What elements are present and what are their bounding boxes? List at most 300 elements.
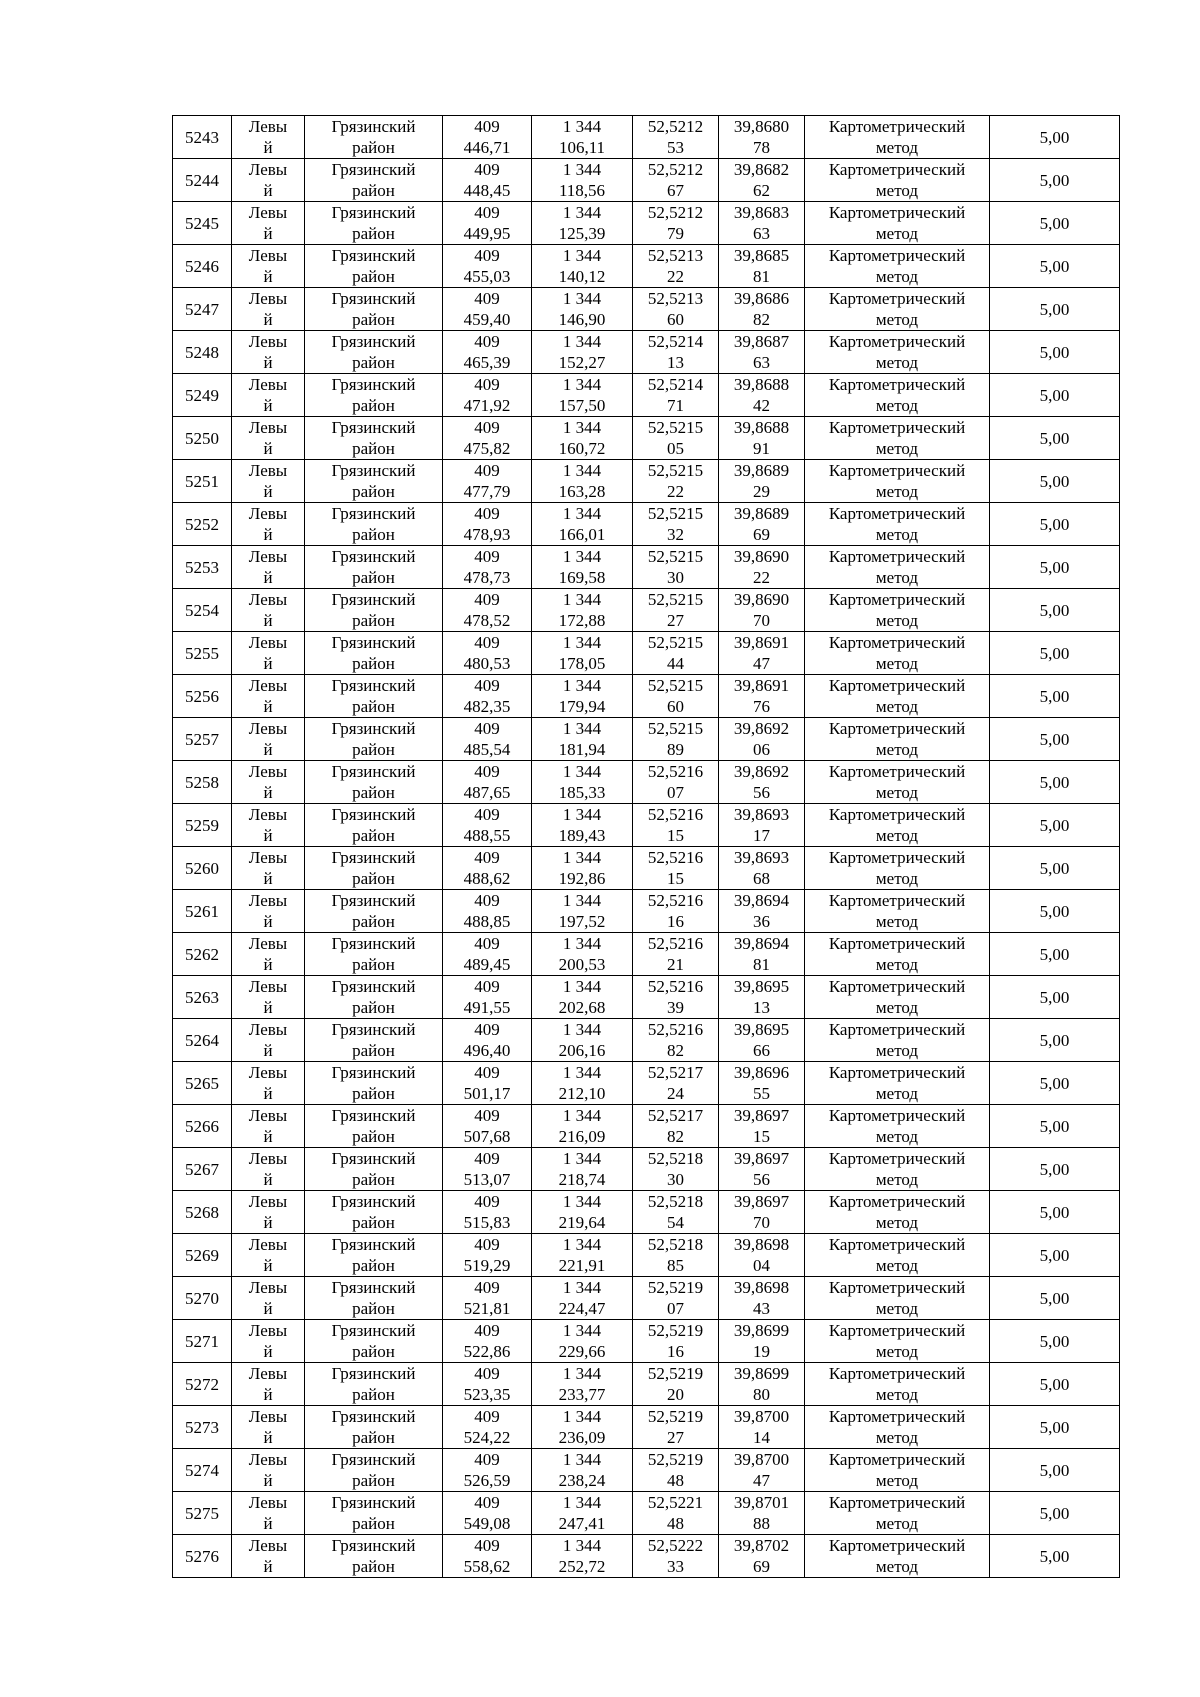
side-cell-line: Левы <box>248 762 288 781</box>
y-coordinate-cell <box>532 1105 633 1148</box>
method-cell <box>805 890 990 933</box>
district-cell-line: район <box>352 267 395 286</box>
side-cell-line: Левы <box>248 1278 288 1297</box>
side-cell-line: Левы <box>248 1192 288 1211</box>
y-coordinate-cell-line: 1 344 <box>562 1020 602 1039</box>
side-cell <box>232 202 305 245</box>
latitude-cell <box>633 1234 719 1277</box>
longitude-cell-line: 82 <box>753 310 770 329</box>
point-number-cell: 5258 <box>173 761 232 804</box>
x-coordinate-cell-line: 482,35 <box>463 697 511 716</box>
accuracy-cell: 5,00 <box>990 1277 1120 1320</box>
side-cell-line: Левы <box>248 1450 288 1469</box>
y-coordinate-cell <box>532 374 633 417</box>
x-coordinate-cell <box>443 202 532 245</box>
latitude-cell-line: 79 <box>667 224 684 243</box>
y-coordinate-cell <box>532 804 633 847</box>
method-cell-line: метод <box>875 611 919 630</box>
side-cell <box>232 1535 305 1578</box>
point-number-cell: 5268 <box>173 1191 232 1234</box>
x-coordinate-cell-line: 409 <box>474 1321 500 1340</box>
x-coordinate-cell-line: 475,82 <box>463 439 511 458</box>
y-coordinate-cell-line: 125,39 <box>558 224 606 243</box>
district-cell <box>305 1234 443 1277</box>
latitude-cell-line: 52,5219 <box>647 1321 704 1340</box>
table-row <box>173 546 1120 589</box>
method-cell-line: Картометрический <box>828 1063 966 1082</box>
method-cell-line: Картометрический <box>828 1536 966 1555</box>
table-row <box>173 1449 1120 1492</box>
method-cell-line: Картометрический <box>828 461 966 480</box>
side-cell <box>232 1406 305 1449</box>
method-cell-line: Картометрический <box>828 676 966 695</box>
longitude-cell-line: 39,8683 <box>733 203 790 222</box>
x-coordinate-cell-line: 409 <box>474 1278 500 1297</box>
side-cell-line: й <box>263 1428 273 1447</box>
y-coordinate-cell-line: 1 344 <box>562 547 602 566</box>
district-cell-line: Грязинский <box>331 504 416 523</box>
x-coordinate-cell-line: 489,45 <box>463 955 511 974</box>
table-row <box>173 503 1120 546</box>
y-coordinate-cell-line: 1 344 <box>562 203 602 222</box>
method-cell <box>805 976 990 1019</box>
method-cell <box>805 1449 990 1492</box>
latitude-cell <box>633 1105 719 1148</box>
y-coordinate-cell-line: 1 344 <box>562 590 602 609</box>
side-cell <box>232 1492 305 1535</box>
side-cell-line: й <box>263 783 273 802</box>
x-coordinate-cell <box>443 1105 532 1148</box>
x-coordinate-cell-line: 409 <box>474 1192 500 1211</box>
y-coordinate-cell-line: 1 344 <box>562 1450 602 1469</box>
point-number-cell: 5256 <box>173 675 232 718</box>
latitude-cell-line: 52,5216 <box>647 977 704 996</box>
y-coordinate-cell-line: 1 344 <box>562 1321 602 1340</box>
longitude-cell-line: 39,8696 <box>733 1063 790 1082</box>
latitude-cell-line: 13 <box>667 353 684 372</box>
district-cell-line: район <box>352 654 395 673</box>
latitude-cell-line: 21 <box>667 955 684 974</box>
latitude-cell-line: 52,5222 <box>647 1536 704 1555</box>
latitude-cell-line: 67 <box>667 181 684 200</box>
method-cell-line: метод <box>875 396 919 415</box>
x-coordinate-cell-line: 409 <box>474 504 500 523</box>
latitude-cell-line: 15 <box>667 826 684 845</box>
latitude-cell-line: 16 <box>667 912 684 931</box>
latitude-cell-line: 15 <box>667 869 684 888</box>
method-cell-line: Картометрический <box>828 848 966 867</box>
point-number-cell: 5265 <box>173 1062 232 1105</box>
district-cell-line: район <box>352 1514 395 1533</box>
method-cell-line: метод <box>875 310 919 329</box>
longitude-cell-line: 39,8698 <box>733 1235 790 1254</box>
latitude-cell-line: 52,5218 <box>647 1235 704 1254</box>
y-coordinate-cell <box>532 847 633 890</box>
y-coordinate-cell-line: 1 344 <box>562 246 602 265</box>
method-cell-line: Картометрический <box>828 289 966 308</box>
y-coordinate-cell-line: 1 344 <box>562 1063 602 1082</box>
y-coordinate-cell-line: 185,33 <box>558 783 606 802</box>
method-cell-line: Картометрический <box>828 418 966 437</box>
latitude-cell <box>633 202 719 245</box>
x-coordinate-cell <box>443 460 532 503</box>
y-coordinate-cell <box>532 460 633 503</box>
longitude-cell <box>719 288 805 331</box>
y-coordinate-cell-line: 221,91 <box>558 1256 606 1275</box>
table-body <box>173 116 1120 1578</box>
latitude-cell <box>633 288 719 331</box>
side-cell-line: й <box>263 740 273 759</box>
district-cell <box>305 546 443 589</box>
district-cell-line: Грязинский <box>331 848 416 867</box>
point-number-cell: 5266 <box>173 1105 232 1148</box>
longitude-cell-line: 04 <box>753 1256 770 1275</box>
point-number-cell: 5254 <box>173 589 232 632</box>
side-cell-line: й <box>263 611 273 630</box>
method-cell-line: Картометрический <box>828 1407 966 1426</box>
district-cell-line: Грязинский <box>331 203 416 222</box>
longitude-cell <box>719 718 805 761</box>
method-cell-line: метод <box>875 1299 919 1318</box>
latitude-cell-line: 30 <box>667 568 684 587</box>
accuracy-cell: 5,00 <box>990 1019 1120 1062</box>
method-cell-line: метод <box>875 1213 919 1232</box>
side-cell-line: Левы <box>248 289 288 308</box>
x-coordinate-cell-line: 465,39 <box>463 353 511 372</box>
side-cell-line: Левы <box>248 1321 288 1340</box>
longitude-cell <box>719 245 805 288</box>
method-cell-line: Картометрический <box>828 1493 966 1512</box>
longitude-cell <box>719 933 805 976</box>
method-cell <box>805 503 990 546</box>
accuracy-cell: 5,00 <box>990 718 1120 761</box>
method-cell <box>805 1535 990 1578</box>
method-cell-line: метод <box>875 482 919 501</box>
method-cell-line: Картометрический <box>828 1192 966 1211</box>
district-cell-line: Грязинский <box>331 375 416 394</box>
x-coordinate-cell-line: 558,62 <box>463 1557 511 1576</box>
point-number-cell: 5248 <box>173 331 232 374</box>
table-row <box>173 460 1120 503</box>
x-coordinate-cell-line: 446,71 <box>463 138 511 157</box>
latitude-cell <box>633 632 719 675</box>
longitude-cell-line: 39,8694 <box>733 891 790 910</box>
side-cell-line: й <box>263 955 273 974</box>
side-cell-line: Левы <box>248 332 288 351</box>
x-coordinate-cell-line: 409 <box>474 160 500 179</box>
latitude-cell <box>633 374 719 417</box>
y-coordinate-cell <box>532 1019 633 1062</box>
side-cell-line: й <box>263 1084 273 1103</box>
method-cell-line: метод <box>875 525 919 544</box>
table-row <box>173 331 1120 374</box>
point-number-cell: 5259 <box>173 804 232 847</box>
longitude-cell-line: 39,8695 <box>733 977 790 996</box>
method-cell <box>805 116 990 159</box>
x-coordinate-cell-line: 513,07 <box>463 1170 511 1189</box>
longitude-cell-line: 39,8686 <box>733 289 790 308</box>
x-coordinate-cell <box>443 718 532 761</box>
longitude-cell-line: 39,8680 <box>733 117 790 136</box>
y-coordinate-cell-line: 189,43 <box>558 826 606 845</box>
y-coordinate-cell <box>532 761 633 804</box>
side-cell-line: й <box>263 1342 273 1361</box>
y-coordinate-cell-line: 218,74 <box>558 1170 606 1189</box>
x-coordinate-cell-line: 487,65 <box>463 783 511 802</box>
longitude-cell-line: 39,8691 <box>733 633 790 652</box>
method-cell-line: Картометрический <box>828 590 966 609</box>
side-cell-line: й <box>263 224 273 243</box>
method-cell-line: метод <box>875 1428 919 1447</box>
method-cell-line: Картометрический <box>828 762 966 781</box>
latitude-cell <box>633 1406 719 1449</box>
side-cell-line: Левы <box>248 547 288 566</box>
district-cell-line: Грязинский <box>331 1149 416 1168</box>
latitude-cell-line: 33 <box>667 1557 684 1576</box>
y-coordinate-cell-line: 169,58 <box>558 568 606 587</box>
side-cell-line: й <box>263 869 273 888</box>
side-cell <box>232 1019 305 1062</box>
point-number-cell: 5253 <box>173 546 232 589</box>
longitude-cell-line: 70 <box>753 611 770 630</box>
method-cell-line: Картометрический <box>828 203 966 222</box>
latitude-cell <box>633 589 719 632</box>
latitude-cell-line: 20 <box>667 1385 684 1404</box>
method-cell <box>805 632 990 675</box>
district-cell-line: район <box>352 1213 395 1232</box>
y-coordinate-cell-line: 1 344 <box>562 1493 602 1512</box>
district-cell-line: район <box>352 138 395 157</box>
method-cell-line: метод <box>875 998 919 1017</box>
table-row <box>173 1492 1120 1535</box>
y-coordinate-cell-line: 146,90 <box>558 310 606 329</box>
x-coordinate-cell <box>443 1062 532 1105</box>
district-cell-line: Грязинский <box>331 160 416 179</box>
side-cell-line: й <box>263 396 273 415</box>
method-cell-line: метод <box>875 1471 919 1490</box>
method-cell-line: метод <box>875 654 919 673</box>
y-coordinate-cell-line: 1 344 <box>562 1149 602 1168</box>
district-cell <box>305 847 443 890</box>
side-cell-line: Левы <box>248 676 288 695</box>
longitude-cell <box>719 1191 805 1234</box>
accuracy-cell: 5,00 <box>990 976 1120 1019</box>
longitude-cell <box>719 331 805 374</box>
longitude-cell <box>719 976 805 1019</box>
method-cell-line: метод <box>875 826 919 845</box>
y-coordinate-cell <box>532 1320 633 1363</box>
y-coordinate-cell <box>532 933 633 976</box>
method-cell-line: метод <box>875 267 919 286</box>
longitude-cell-line: 63 <box>753 224 770 243</box>
y-coordinate-cell-line: 247,41 <box>558 1514 606 1533</box>
method-cell-line: метод <box>875 697 919 716</box>
latitude-cell-line: 30 <box>667 1170 684 1189</box>
table-row <box>173 159 1120 202</box>
latitude-cell <box>633 675 719 718</box>
district-cell-line: район <box>352 1557 395 1576</box>
side-cell-line: Левы <box>248 891 288 910</box>
longitude-cell-line: 39,8697 <box>733 1149 790 1168</box>
x-coordinate-cell-line: 478,93 <box>463 525 511 544</box>
side-cell-line: й <box>263 826 273 845</box>
district-cell <box>305 202 443 245</box>
district-cell-line: район <box>352 1256 395 1275</box>
x-coordinate-cell-line: 477,79 <box>463 482 511 501</box>
x-coordinate-cell <box>443 976 532 1019</box>
side-cell-line: й <box>263 912 273 931</box>
side-cell-line: й <box>263 181 273 200</box>
district-cell-line: Грязинский <box>331 805 416 824</box>
district-cell-line: район <box>352 310 395 329</box>
district-cell-line: Грязинский <box>331 117 416 136</box>
district-cell <box>305 503 443 546</box>
y-coordinate-cell-line: 1 344 <box>562 805 602 824</box>
y-coordinate-cell-line: 252,72 <box>558 1557 606 1576</box>
longitude-cell-line: 69 <box>753 525 770 544</box>
latitude-cell-line: 52,5218 <box>647 1149 704 1168</box>
method-cell <box>805 546 990 589</box>
latitude-cell <box>633 503 719 546</box>
x-coordinate-cell-line: 409 <box>474 762 500 781</box>
side-cell-line: й <box>263 267 273 286</box>
method-cell-line: Картометрический <box>828 1106 966 1125</box>
x-coordinate-cell-line: 409 <box>474 547 500 566</box>
x-coordinate-cell-line: 409 <box>474 1364 500 1383</box>
latitude-cell-line: 52,5219 <box>647 1407 704 1426</box>
latitude-cell <box>633 546 719 589</box>
y-coordinate-cell <box>532 718 633 761</box>
method-cell-line: Картометрический <box>828 1235 966 1254</box>
method-cell <box>805 1148 990 1191</box>
x-coordinate-cell-line: 409 <box>474 418 500 437</box>
method-cell-line: Картометрический <box>828 719 966 738</box>
district-cell-line: Грязинский <box>331 1192 416 1211</box>
district-cell-line: Грязинский <box>331 1493 416 1512</box>
side-cell-line: Левы <box>248 590 288 609</box>
side-cell <box>232 116 305 159</box>
method-cell <box>805 847 990 890</box>
x-coordinate-cell-line: 478,73 <box>463 568 511 587</box>
x-coordinate-cell-line: 471,92 <box>463 396 511 415</box>
longitude-cell-line: 17 <box>753 826 770 845</box>
side-cell-line: Левы <box>248 418 288 437</box>
y-coordinate-cell-line: 216,09 <box>558 1127 606 1146</box>
latitude-cell <box>633 1148 719 1191</box>
latitude-cell <box>633 1019 719 1062</box>
district-cell <box>305 718 443 761</box>
longitude-cell <box>719 374 805 417</box>
longitude-cell-line: 29 <box>753 482 770 501</box>
latitude-cell-line: 52,5215 <box>647 547 704 566</box>
latitude-cell-line: 52,5217 <box>647 1063 704 1082</box>
longitude-cell-line: 69 <box>753 1557 770 1576</box>
method-cell-line: метод <box>875 1041 919 1060</box>
latitude-cell <box>633 1363 719 1406</box>
district-cell-line: район <box>352 783 395 802</box>
method-cell <box>805 1277 990 1320</box>
table-row <box>173 1234 1120 1277</box>
latitude-cell <box>633 718 719 761</box>
y-coordinate-cell-line: 212,10 <box>558 1084 606 1103</box>
district-cell <box>305 1019 443 1062</box>
x-coordinate-cell <box>443 503 532 546</box>
table-row <box>173 718 1120 761</box>
x-coordinate-cell-line: 549,08 <box>463 1514 511 1533</box>
district-cell-line: Грязинский <box>331 547 416 566</box>
accuracy-cell: 5,00 <box>990 761 1120 804</box>
method-cell-line: метод <box>875 138 919 157</box>
side-cell-line: Левы <box>248 1235 288 1254</box>
method-cell-line: Картометрический <box>828 117 966 136</box>
latitude-cell <box>633 245 719 288</box>
longitude-cell <box>719 847 805 890</box>
x-coordinate-cell <box>443 159 532 202</box>
table-row <box>173 1148 1120 1191</box>
side-cell-line: Левы <box>248 1493 288 1512</box>
x-coordinate-cell <box>443 632 532 675</box>
y-coordinate-cell-line: 1 344 <box>562 1536 602 1555</box>
latitude-cell-line: 52,5212 <box>647 203 704 222</box>
x-coordinate-cell-line: 524,22 <box>463 1428 511 1447</box>
longitude-cell-line: 47 <box>753 1471 770 1490</box>
x-coordinate-cell <box>443 245 532 288</box>
district-cell-line: район <box>352 998 395 1017</box>
latitude-cell-line: 71 <box>667 396 684 415</box>
y-coordinate-cell <box>532 1277 633 1320</box>
method-cell <box>805 159 990 202</box>
longitude-cell <box>719 1535 805 1578</box>
accuracy-cell: 5,00 <box>990 202 1120 245</box>
side-cell <box>232 503 305 546</box>
y-coordinate-cell-line: 233,77 <box>558 1385 606 1404</box>
point-number-cell: 5273 <box>173 1406 232 1449</box>
point-number-cell: 5245 <box>173 202 232 245</box>
side-cell-line: й <box>263 525 273 544</box>
table-row <box>173 1363 1120 1406</box>
y-coordinate-cell <box>532 546 633 589</box>
x-coordinate-cell-line: 449,95 <box>463 224 511 243</box>
longitude-cell <box>719 675 805 718</box>
side-cell <box>232 847 305 890</box>
x-coordinate-cell-line: 488,62 <box>463 869 511 888</box>
x-coordinate-cell-line: 409 <box>474 1235 500 1254</box>
side-cell <box>232 890 305 933</box>
longitude-cell <box>719 1148 805 1191</box>
side-cell-line: Левы <box>248 719 288 738</box>
table-row <box>173 1062 1120 1105</box>
district-cell-line: район <box>352 568 395 587</box>
longitude-cell-line: 56 <box>753 1170 770 1189</box>
method-cell <box>805 460 990 503</box>
y-coordinate-cell-line: 1 344 <box>562 1106 602 1125</box>
side-cell <box>232 417 305 460</box>
side-cell-line: й <box>263 1385 273 1404</box>
y-coordinate-cell-line: 1 344 <box>562 461 602 480</box>
latitude-cell-line: 44 <box>667 654 684 673</box>
district-cell-line: Грязинский <box>331 1063 416 1082</box>
district-cell-line: район <box>352 912 395 931</box>
district-cell-line: район <box>352 396 395 415</box>
y-coordinate-cell-line: 1 344 <box>562 117 602 136</box>
district-cell <box>305 1535 443 1578</box>
accuracy-cell: 5,00 <box>990 1148 1120 1191</box>
y-coordinate-cell-line: 181,94 <box>558 740 606 759</box>
accuracy-cell: 5,00 <box>990 675 1120 718</box>
y-coordinate-cell <box>532 245 633 288</box>
latitude-cell <box>633 1320 719 1363</box>
y-coordinate-cell-line: 172,88 <box>558 611 606 630</box>
